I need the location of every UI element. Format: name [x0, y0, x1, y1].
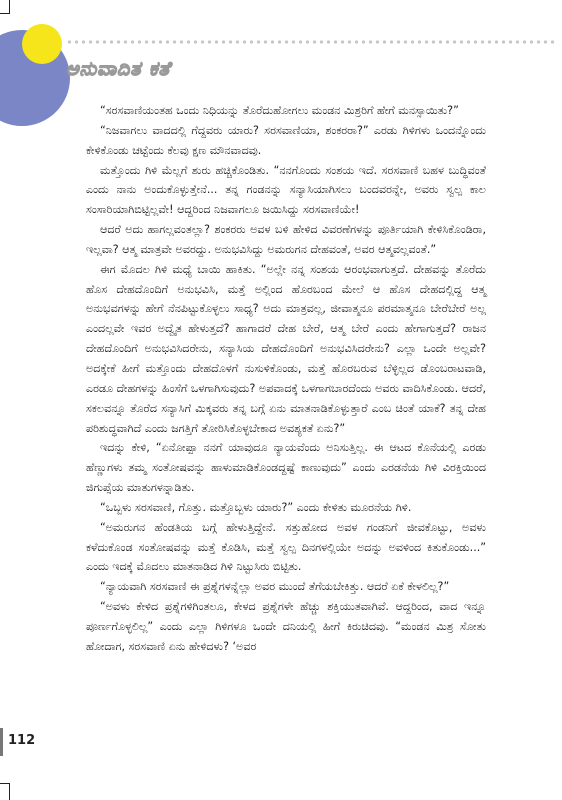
crop-mark-top — [9, 0, 10, 14]
yellow-circle-decoration — [22, 24, 62, 64]
paragraph: ಮತ್ತೊಂದು ಗಿಳಿ ಮೆಲ್ಲಗೆ ಶುರು ಹಚ್ಚಿಕೊಂಡಿತು. “ನನಗೊಂದು ಸಂಶಯ ಇದೆ. ಸರಸವಾಣಿ ಬಹಳ ಬುದ್ಧಿವಂತೆ ಎಂದು ನಾನು ಅಂದುಕೊಳ್ಳುತ್ತೇನೆ... ತನ್ನ ಗಂಡನನ್ನು ಸನ್ಯಾಸಿಯಾಗಿಸಲು ಬಂದವರನ್ನೇ, ಅವರು ಸ್ವಲ್ಪ ಕಾಲ ಸಂಸಾರಿಯಾಗಿಬಿಟ್ಟಿಲ್ಲವೇ! ಆದ್ದರಿಂದ ನಿಜವಾಗಲೂ ಜಯಿಸಿದ್ದು ಸರಸವಾಣಿಯೇ! — [86, 163, 486, 217]
section-title: ಅನುವಾದಿತ ಕತೆ — [66, 58, 171, 80]
paragraph: “ನ್ಯಾಯವಾಗಿ ಸರಸವಾಣಿ ಈ ಪ್ರಶ್ನೆಗಳನ್ನೆಲ್ಲಾ ಅವರ ಮುಂದೆ ತೆಗೆಯಬೇಕಿತ್ತು. ಆದರೆ ಏಕೆ ಕೇಳಲಿಲ್ಲ?” — [100, 580, 450, 594]
paragraph: “ನಿಜವಾಗಲು ವಾದದಲ್ಲಿ ಗೆದ್ದವರು ಯಾರು? ಸರಸವಾಣಿಯಾ, ಶಂಕರರಾ?” ಎರಡು ಗಿಳಿಗಳು ಒಂದನ್ನೊಂದು ಕೇಳಿಕೊಂಡು ಚಟ್ಟೆಂದು ಕೆಲವು ಕ್ಷಣ ಮೌನವಾದವು. — [86, 123, 486, 157]
paragraph: ಆದರೆ ಅದು ಹಾಗಲ್ಲವಂತಲ್ಲಾ? ಶಂಕರರು ಅವಳ ಬಳಿ ಹೇಳಿದ ವಿವರಣೆಗಳನ್ನು ಪೂರ್ತಿಯಾಗಿ ಕೇಳಿಸಿಕೊಂಡಿರಾ, ಇಲ್ಲವಾ? ಆತ್ಮ ಮಾತ್ರವೇ ಅವರದ್ದು. ಅನುಭವಿಸಿದ್ದು ಅಮರುಗನ ದೇಹವಂತೆ, ಅವರ ಆತ್ಮವಲ್ಲವಂತೆ.” — [86, 223, 486, 256]
paragraph: “ಅಮರುಗನ ಹೆಂಡತಿಯ ಬಗ್ಗೆ ಹೇಳುತ್ತಿದ್ದೇನೆ. ಸತ್ತುಹೋದ ಅವಳ ಗಂಡನಿಗೆ ಜೀವಕೊಟ್ಟು, ಅವಳು ಕಳೆದುಕೊಂಡ ಸಂತೋಷವನ್ನು ಮತ್ತೆ ಕೊಡಿಸಿ, ಮತ್ತೆ ಸ್ವಲ್ಪ ದಿನಗಳಲ್ಲಿಯೇ ಅದನ್ನು ಅವಳಿಂದ ಕಿತುಕೊಂಡು...” ಎಂದು ಇದಕ್ಕೆ ಮೊದಲು ಮಾತನಾಡಿದ ಗಿಳಿ ನಿಟ್ಟುಸಿರು ಬಿಟ್ಟಿತು. — [86, 520, 486, 574]
page-number: 112 — [8, 733, 36, 748]
paragraph: “ಅವಳು ಕೇಳಿದ ಪ್ರಶ್ನೆಗಳಿಗಿಂತಲೂ, ಕೇಳದ ಪ್ರಶ್ನೆಗಳೇ ಹೆಚ್ಚು ಶಕ್ತಿಯುತವಾಗಿವೆ. ಆದ್ದರಿಂದ, ವಾದ ಇನ್ನೂ ಪೂರ್ಣಗೊಳ್ಳಲಿಲ್ಲ” ಎಂದು ಎಲ್ಲಾ ಗಿಳಿಗಳೂ ಒಂದೇ ದನಿಯಲ್ಲಿ ಹೀಗೆ ಕಿರುಚಿದವು. “ಮಂಡನ ಮಿಶ್ರ ಸೋತು ಹೋದಾಗ, ಸರಸವಾಣಿ ಏನು ಹೇಳಿದಳು? ‘ಅವರ — [86, 600, 486, 653]
dotted-header-rule — [66, 40, 556, 44]
crop-mark-bottom — [9, 783, 10, 800]
paragraph: “ಒಬ್ಬಳು ಸರಸವಾಣಿ, ಗೊತ್ತು. ಮತ್ತೊಬ್ಬಳು ಯಾರು?” ಎಂದು ಕೇಳಿತು ಮೂರನೆಯ ಗಿಳಿ. — [100, 500, 412, 514]
article-body — [86, 101, 486, 657]
paragraph: ಈಗ ಮೊದಲ ಗಿಳಿ ಮಧ್ಯೆ ಬಾಯಿ ಹಾಕಿತು. “ಅಲ್ಲೇ ನನ್ನ ಸಂಶಯ ಆರಂಭವಾಗುತ್ತದೆ. ದೇಹವನ್ನು ತೊರೆದು ಹೊಸ ದೇಹದೊಂದಿಗೆ ಅನುಭವಿಸಿ, ಮತ್ತೆ ಅಲ್ಲಿಂದ ಹೊರಬಂದ ಮೇಲೆ ಆ ಹೊಸ ದೇಹದಲ್ಲಿದ್ದ ಆತ್ಮ ಅನುಭವಗಳನ್ನು ಹೇಗೆ ನೆನಪಿಟ್ಟುಕೊಳ್ಳಲು ಸಾಧ್ಯ? ಅದು ಮಾತ್ರವಲ್ಲ, ಜೀವಾತ್ಮನೂ ಪರಮಾತ್ಮನೂ ಬೇರೆಬೇರೆ ಅಲ್ಲ ಎಂದಲ್ಲವೇ ಇವರ ಅದ್ವೈತ ಹೇಳುತ್ತದೆ? ಹಾಗಾದರೆ ದೇಹ ಬೇರೆ, ಆತ್ಮ ಬೇರೆ ಎಂದು ಹೇಗಾಗುತ್ತದೆ? ರಾಜನ ದೇಹದೊಂದಿಗೆ ಅನುಭವಿಸಿದರೇನು, ಸನ್ಯಾಸಿಯ ದೇಹದೊಂದಿಗೆ ಅನುಭವಿಸಿದರೇನು? ಎಲ್ಲಾ ಒಂದೇ ಅಲ್ಲವೇ? ಅದಕ್ಕೇಕೆ ಹೀಗೆ ಮತ್ತೊಂದು ದೇಹದೊಳಗೆ ನುಸುಳಿಕೊಂಡು, ಮತ್ತೆ ಹೊರಬರುವ ಬೆಳ್ಳಿಲ್ಲದ ಡೊಂಬರಾಟವಾಡಿ, ಎರಡೂ ದೇಹಗಳನ್ನು ಹಿಂಸೆಗೆ ಒಳಗಾಗಿಸುವುದು? ಅಪವಾದಕ್ಕೆ ಒಳಗಾಗಬಾರದೆಂದು ಅವರು ವಾದಿಸಿಕೊಂಡು. ಆದರೆ, ಸಕಲವನ್ನೂ ತೊರೆದ ಸನ್ಯಾಸಿಗೆ ಮಿಕ್ಕವರು ತನ್ನ ಬಗ್ಗೆ ಏನು ಮಾತನಾಡಿಕೊಳ್ಳುತ್ತಾರೆ ಎಂಬ ಚಿಂತೆ ಯಾಕೆ? ತನ್ನ ದೇಹ ಪರಿಶುದ್ಧವಾಗಿದೆ ಎಂದು ಜಗತ್ತಿಗೆ ತೋರಿಸಿಕೊಳ್ಳಬೇಕಾದ ಅವಶ್ಯಕತೆ ಏನು?” — [86, 262, 486, 435]
crop-mark-bottom-left — [0, 783, 10, 784]
crop-mark-top-left — [0, 13, 10, 14]
paragraph: “ಸರಸವಾಣಿಯಂತಹ ಒಂದು ನಿಧಿಯನ್ನು ತೊರೆದುಹೋಗಲು ಮಂಡನ ಮಿಶ್ರರಿಗೆ ಹೇಗೆ ಮನಸ್ಸಾಯಿತು?” — [100, 104, 459, 117]
paragraph: ಇದನ್ನು ಕೇಳಿ, “ಏನೋಪ್ಪಾ ನನಗೆ ಯಾವುದೂ ನ್ಯಾಯವೆಂದು ಅನಿಸುತ್ತಿಲ್ಲ. ಈ ಆಟದ ಕೊನೆಯಲ್ಲಿ ಎರಡು ಹೆಣ್ಣುಗಳು ತಮ್ಮ ಸಂತೋಷವನ್ನು ಹಾಳುಮಾಡಿಕೊಂಡದ್ದಷ್ಟೆ ಕಾಣುವುದು” ಎಂದು ಎರಡನೆಯ ಗಿಳಿ ವಿರಕ್ತಿಯಿಂದ ಜಿಗುಪ್ಸೆಯ ಮಾತುಗಳನ್ನಾಡಿತು. — [86, 441, 486, 495]
